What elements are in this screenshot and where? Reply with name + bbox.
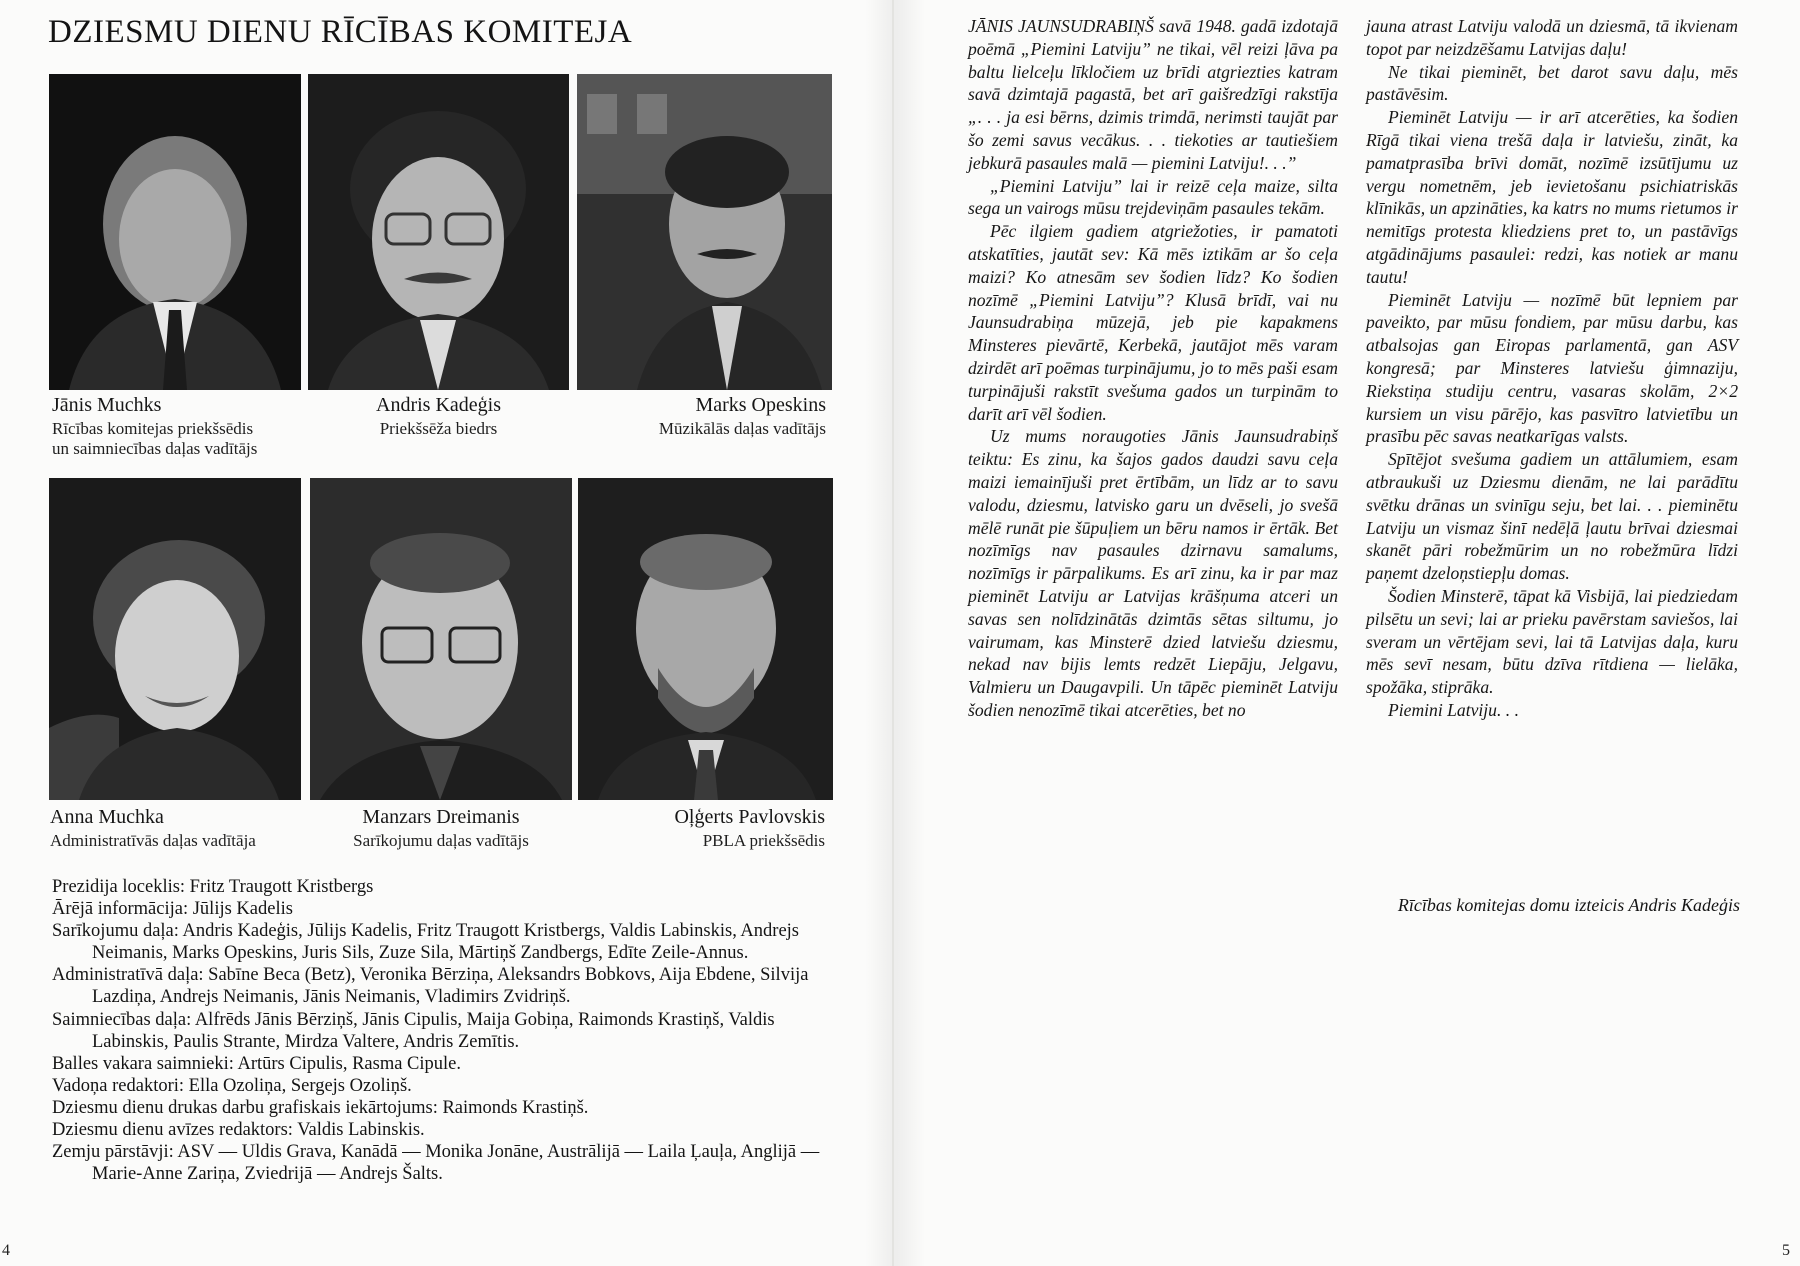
essay-paragraph: JĀNIS JAUNSUDRABIŅŠ savā 1948. gadā izdotajā poēmā „Piemini Latviju” ne tikai, vēl reizi ļāva pa baltu lielceļu līkločiem uz brīdi atgriezties katram savā dzimtajā pagastā, bet arī gaišredzīgi rakstīja „. . . ja esi bērns, dzimis trimdā, nerimsti taujāt par šo zemi savus vecākus. . . tiekoties ar tautiešiem jebkurā pasaules malā — piemini Latviju!. . .” bbox=[968, 16, 1338, 173]
essay-paragraph: Pieminēt Latviju — nozīmē būt lepniem par paveikto, par mūsu fondiem, par mūsu darbu, kas atbalsojas gan Eiropas parlamentā, gan ASV kongresā; par Minsteres latviešu ģimnaziju, Riekstiņa studiju centru, vasaras skolām, 2×2 kursiem un visu pārējo, kas pasvītro latvietību un prasību pēc savas neatkarīgas valsts. bbox=[1366, 289, 1738, 447]
committee-members-list bbox=[52, 876, 832, 1185]
portrait-role: PBLA priekšsēdis bbox=[702, 831, 825, 850]
members-entry: Dziesmu dienu avīzes redaktors: Valdis Labinskis. bbox=[52, 1120, 425, 1141]
essay-paragraph: Piemini Latviju. . . bbox=[1388, 699, 1519, 720]
essay-column-2 bbox=[1366, 15, 1738, 722]
portrait-name: Anna Muchka bbox=[50, 806, 164, 828]
portrait-name: Jānis Muchks bbox=[52, 394, 162, 416]
members-entry: Balles vakara saimnieki: Artūrs Cipulis, Rasma Cipule. bbox=[52, 1053, 461, 1074]
portrait-name: Oļģerts Pavlovskis bbox=[674, 806, 825, 828]
essay-paragraph: Uz mums noraugoties Jānis Jaunsudrabiņš teiktu: Es zinu, ka šajos gados daudzi savu ceļa maizi iemainījuši pret ērtībām, un līdz ar to savu valodu, dziesmu, latvisko garu un dvēseli, jo svešā mēlē runāt pie šūpuļiem un bēru namos ir ērtāk. Bet nozīmīgs nav pasaules dzirnavu samalums, nozīmīgs ir pārpalikums. Es arī zinu, ka ir par maz pieminēt Latviju ar Latvijas krāšņuma atceri un savas sen nolīdzinātās dzimtās sētas siltumu, jo vairumam, kas Minsterē dzied latviešu dziesmu, nekad nav bijis lemts redzēt Liepāju, Jelgavu, Valmieru un Daugavpili. Un tāpēc pieminēt Latviju šodien nenozīmē tikai atcerēties, bet no bbox=[968, 426, 1338, 720]
page-title: DZIESMU DIENU RĪCĪBAS KOMITEJA bbox=[48, 14, 633, 50]
members-entry: Saimniecības daļa: Alfrēds Jānis Bērziņš, Jānis Cipulis, Maija Gobiņa, Raimonds Krastiņš, Valdis Labinskis, Paulis Strante, Mirdza Valtere, Andris Zemītis. bbox=[52, 1009, 775, 1052]
members-entry: Sarīkojumu daļa: Andris Kadeģis, Jūlijs Kadelis, Fritz Traugott Kristbergs, Valdis Labinskis, Andrejs Neimanis, Marks Opeskins, Juris Sils, Zuze Sila, Mārtiņš Zandbergs, Edīte Zeile-Annus. bbox=[52, 921, 800, 964]
essay-paragraph: Pēc ilgiem gadiem atgriežoties, ir pamatoti atskatīties, jautāt sev: Kā mēs iztikām ar šo ceļa maizi? Ko atnesām sev šodien līdz? Ko šodien nozīmē „Piemini Latviju”? Klusā brīdī, vai nu Jaunsudrabiņa mūzejā, jeb pie kapakmens Minsteres pievārtē, Kerbekā, jautājot mēs varam dzirdēt arī poēmas turpinājumu, jo to mēs paši esam turpinājuši rakstīt svešuma gados un turpinām to darīt arī vēl šodien. bbox=[968, 221, 1338, 424]
portrait-photo bbox=[49, 478, 301, 800]
portrait-name: Manzars Dreimanis bbox=[362, 806, 520, 828]
portrait-photo bbox=[49, 74, 301, 390]
members-entry: Vadoņa redaktori: Ella Ozoliņa, Sergejs Ozoliņš. bbox=[52, 1075, 412, 1096]
essay-paragraph: „Piemini Latviju” lai ir reizē ceļa maize, silta sega un vairogs mūsu trejdeviņām pasaules tekām. bbox=[968, 175, 1338, 219]
portrait-photo bbox=[577, 74, 832, 390]
portrait-role: Priekšsēža biedrs bbox=[379, 419, 498, 438]
portrait-role: Sarīkojumu daļas vadītājs bbox=[353, 831, 529, 850]
portrait-name: Andris Kadeģis bbox=[376, 394, 501, 416]
essay-paragraph: Šodien Minsterē, tāpat kā Visbijā, lai piedziedam pilsētu un sevi; lai ar prieku pavērstam saviešos, lai sveram un vērtējam sevi, lai tā Latvijas daļa, kuru mēs sevī nesam, būtu dzīva rītdiena — lielāka, spožāka, stiprāka. bbox=[1366, 585, 1738, 698]
essay-paragraph: Pieminēt Latviju — ir arī atcerēties, ka šodien Rīgā tikai viena trešā daļa ir latviešu, zināt, ka pamatprasība brīvi domāt, nozīmē izsūtījumu uz vergu nometnēm, jeb ievietošanu psichiatriskās klīnikās, un apzināties, ka katrs no mums rietumos ir nemitīgs protesta kliedziens pret to, un pastāvīgs atgādinājums pasaulei: redzi, kas notiek ar manu tautu! bbox=[1366, 107, 1738, 287]
portrait-role: Mūzikālās daļas vadītājs bbox=[658, 419, 826, 438]
portrait-role: Rīcības komitejas priekšsēdis un saimniecības daļas vadītājs bbox=[52, 419, 258, 458]
page-number-left: 4 bbox=[2, 1242, 10, 1259]
members-entry: Administratīvā daļa: Sabīne Beca (Betz), Veronika Bērziņa, Aleksandrs Bobkovs, Aija Ebdene, Silvija Lazdiņa, Andrejs Neimanis, Jānis Neimanis, Vladimirs Zvidriņš. bbox=[52, 965, 809, 1008]
essay-attribution: Rīcības komitejas domu izteicis Andris Kadeģis bbox=[1397, 895, 1740, 915]
portrait-photo bbox=[308, 74, 569, 390]
gutter-shadow bbox=[865, 0, 925, 1266]
essay-column-1 bbox=[968, 15, 1338, 722]
portrait-name: Marks Opeskins bbox=[695, 394, 826, 416]
members-entry: Dziesmu dienu drukas darbu grafiskais iekārtojums: Raimonds Krastiņš. bbox=[52, 1097, 589, 1118]
portrait-photo bbox=[310, 478, 572, 800]
members-entry: Ārējā informācija: Jūlijs Kadelis bbox=[52, 899, 293, 920]
page-gutter bbox=[892, 0, 894, 1266]
page-number-right: 5 bbox=[1782, 1242, 1790, 1259]
members-entry: Zemju pārstāvji: ASV — Uldis Grava, Kanādā — Monika Jonāne, Austrālijā — Laila Ļauļa, Anglijā — Marie-Anne Zariņa, Zviedrijā — Andrejs Šalts. bbox=[52, 1142, 820, 1185]
essay-paragraph: jauna atrast Latviju valodā un dziesmā, tā ikvienam topot par neizdzēšamu Latvijas daļu! bbox=[1366, 16, 1738, 59]
essay-paragraph: Spītējot svešuma gadiem un attālumiem, esam atbraukuši uz Dziesmu dienām, ne lai parādītu svētku drānas un svinīgu seju, bet lai. . . pieminētu Latviju un vismaz šinī nedēļā ļautu brīvai dziesmai skanēt pāri robežmūrim un no robežmūra līdzi paņemt dzeloņstiepļu domas. bbox=[1366, 449, 1738, 584]
essay-paragraph: Ne tikai pieminēt, bet darot savu daļu, mēs pastāvēsim. bbox=[1366, 61, 1738, 105]
portrait-photo bbox=[578, 478, 833, 800]
members-entry: Prezidija loceklis: Fritz Traugott Kristbergs bbox=[52, 877, 374, 897]
portrait-role: Administratīvās daļas vadītāja bbox=[50, 831, 256, 850]
